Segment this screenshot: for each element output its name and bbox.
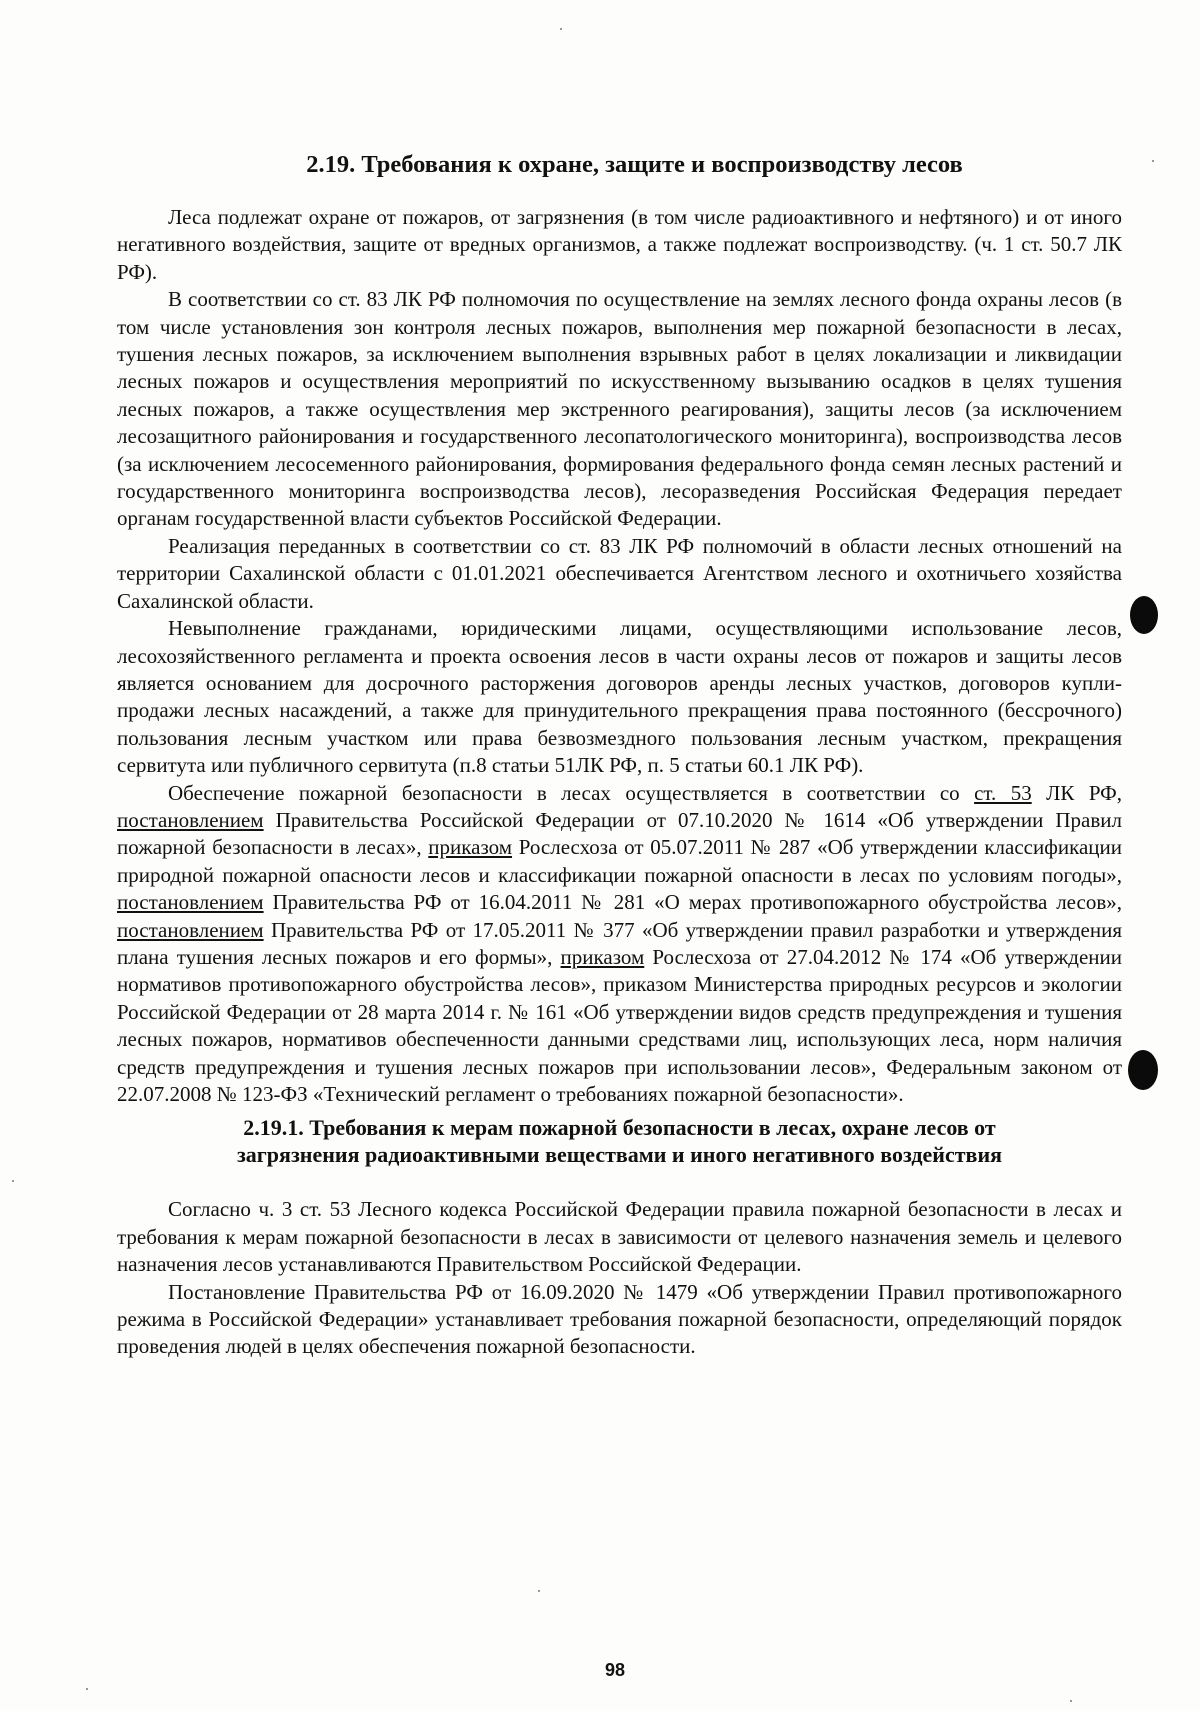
scan-speck	[560, 28, 562, 30]
link-article-53[interactable]: ст. 53	[974, 780, 1032, 805]
text-run: Рослесхоза от 27.04.2012 № 174 «Об утверждении нормативов противопожарного обустройства лесов», приказом Министерства природных ресурсов и экологии Российской Федерации от 28 марта 2014 г. № 161 «Об утверждении видов средств предупреждения и тушения лесных пожаров, нормативов обеспеченности данными средствами лиц, использующих леса, норм наличия средств предупреждения и тушения лесных пожаров при использовании лесов», Федеральным законом от 22.07.2008 № 123-ФЗ «Технический регламент о требованиях пожарной безопасности».	[117, 944, 1122, 1106]
scan-speck	[86, 1688, 88, 1690]
text-run: Обеспечение пожарной безопасности в лесах осуществляется в соответствии со	[168, 780, 975, 805]
page-number: 98	[604, 1660, 626, 1680]
paragraph: Леса подлежат охране от пожаров, от загрязнения (в том числе радиоактивного и нефтяного) и от иного негативного воздействия, защите от вредных организмов, а также подлежат воспроизводству. (ч. 1 ст. 50.7 ЛК РФ).	[117, 205, 1122, 284]
link-order-287[interactable]: приказом	[428, 835, 513, 860]
link-resolution-377[interactable]: постановлением	[117, 917, 264, 942]
scan-speck	[538, 1590, 540, 1592]
paragraph: Реализация переданных в соответствии со ст. 83 ЛК РФ полномочий в области лесных отношений на территории Сахалинской области с 01.01.2021 обеспечивается Агентством лесного и охотничьего хозяйства Сахалинской области.	[117, 533, 1122, 613]
scan-speck	[1152, 160, 1154, 162]
text-run: ЛК РФ,	[1031, 780, 1122, 805]
subsection-title-line: 2.19.1. Требования к мерам пожарной безопасности в лесах, охране лесов от	[243, 1115, 996, 1141]
paragraph: Согласно ч. 3 ст. 53 Лесного кодекса Российской Федерации правила пожарной безопасности в лесах и требования к мерам пожарной безопасности в лесах в зависимости от целевого назначения земель и целевого назначения лесов устанавливаются Правительством Российской Федерации.	[117, 1197, 1122, 1277]
link-order-174[interactable]: приказом	[560, 944, 645, 969]
text-run: Правительства РФ от 17.05.2011 № 377 «Об утверждении правил разработки и утверждения плана тушения лесных пожаров и его формы»,	[117, 917, 1122, 969]
link-resolution-1614[interactable]: постановлением	[117, 807, 264, 832]
paragraph: В соответствии со ст. 83 ЛК РФ полномочия по осуществление на землях лесного фонда охраны лесов (в том числе установления зон контроля лесных пожаров, выполнения мер пожарной безопасности в лесах, тушения лесных пожаров, за исключением выполнения взрывных работ в целях локализации и ликвидации лесных пожаров и осуществления мероприятий по искусственному вызыванию осадков в целях тушения лесных пожаров, а также осуществления мер экстренного реагирования), защиты лесов (за исключением лесозащитного районирования и государственного лесопатологического мониторинга), воспроизводства лесов (за исключением лесосеменного районирования, формирования федерального фонда семян лесных растений и государственного мониторинга воспроизводства лесов), лесоразведения Российская Федерация передает органам государственной власти субъектов Российской Федерации.	[117, 287, 1122, 531]
section-title: 2.19. Требования к охране, защите и воспроизводству лесов	[306, 151, 963, 178]
subsection-title	[117, 1114, 1122, 1168]
paragraph: Невыполнение гражданами, юридическими лицами, осуществляющими использование лесов, лесохозяйственного регламента и проекта освоения лесов в части охраны лесов от пожаров и защиты лесов является основанием для досрочного расторжения договоров аренды лесных участков, договоров купли-продажи лесных насаждений, а также для принудительного прекращения права постоянного (бессрочного) пользования лесным участком или права безвозмездного пользования лесным участком, прекращения сервитута или публичного сервитута (п.8 статьи 51ЛК РФ, п. 5 статьи 60.1 ЛК РФ).	[117, 616, 1122, 778]
text-run: Рослесхоза от 05.07.2011 № 287 «Об утверждении классификации природной пожарной опасности лесов и классификации пожарной опасности в лесах по условиям погоды»,	[117, 835, 1123, 887]
page-content	[117, 150, 1122, 1361]
text-run: Правительства Российской Федерации от 07.10.2020 № 1614 «Об утверждении Правил пожарной безопасности в лесах»,	[117, 807, 1122, 860]
binder-hole-mark	[1128, 1050, 1158, 1090]
link-resolution-281[interactable]: постановлением	[117, 890, 264, 915]
scan-speck	[12, 1180, 14, 1182]
text-run: Правительства РФ от 16.04.2011 № 281 «О мерах противопожарного обустройства лесов»,	[263, 890, 1122, 915]
subsection-title-line: загрязнения радиоактивными веществами и иного негативного воздействия	[236, 1142, 1003, 1168]
paragraph: Постановление Правительства РФ от 16.09.2020 № 1479 «Об утверждении Правил противопожарного режима в Российской Федерации» устанавливает требования пожарной безопасности, определяющий порядок проведения людей в целях обеспечения пожарной безопасности.	[117, 1279, 1122, 1359]
binder-hole-mark	[1130, 596, 1158, 634]
paragraph-legal-references	[117, 780, 1122, 1109]
scan-speck	[1070, 1700, 1072, 1702]
